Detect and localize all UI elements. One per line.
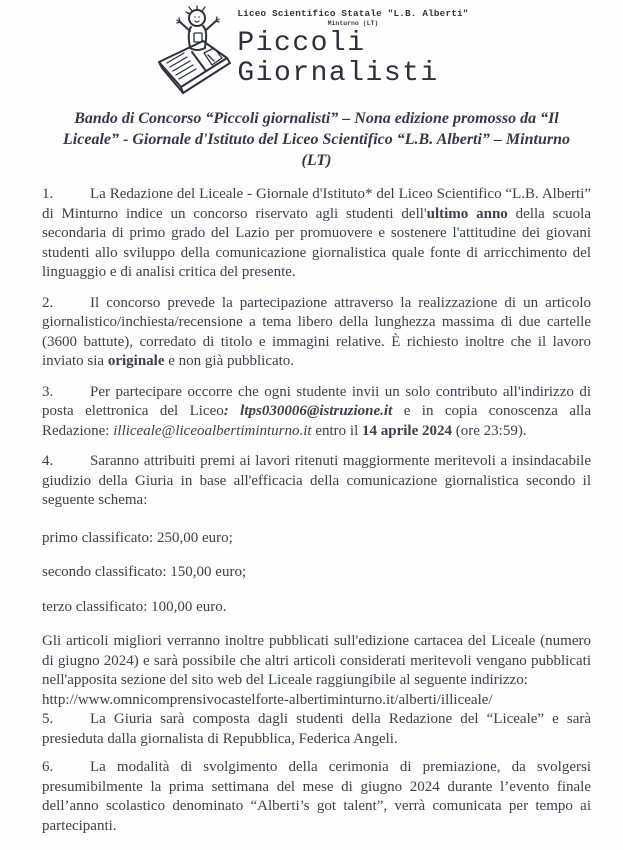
document-body bbox=[0, 171, 623, 836]
document-header bbox=[0, 0, 623, 100]
prize-line-first: primo classificato: 250,00 euro; bbox=[42, 529, 233, 546]
school-email-address: : ltps030006@istruzione.it bbox=[223, 403, 393, 419]
paragraph-3: 3. Per partecipare occorre che ogni studente invii un solo contributo all'indirizzo di posta elettronica del Liceo: ltps030006@istruzione.it e in copia conoscenza alla Redazione: illiceale@liceoalbertiminturno.it entro il 14 aprile 2024 (ore 23:59). bbox=[42, 383, 592, 439]
prize-line-second: secondo classificato: 150,00 euro; bbox=[42, 564, 247, 580]
paragraph-2-text: Il concorso prevede la partecipazione attraverso la realizzazione di un articolo giornalistico/inchiesta/recensione a tema libero della lunghezza massima di due cartelle (3600 battute), corredato di titolo e immagini relative. È richiesto inoltre che il lavoro inviato sia bbox=[42, 294, 591, 369]
prize-line-third: terzo classificato: 100,00 euro. bbox=[42, 598, 227, 615]
deadline-date: 14 aprile 2024 bbox=[362, 422, 452, 439]
school-location: Minturno (LT) bbox=[327, 20, 379, 27]
paragraph-1-number: 1. bbox=[42, 186, 54, 202]
brand-title-line2: Giornalisti bbox=[237, 58, 439, 89]
website-url: http://www.omnicomprensivocastelforte-albertiminturno.it/alberti/illiceale/ bbox=[42, 691, 493, 708]
paragraph-1-text: La Redazione del Liceale - Giornale d'Istituto* del Liceo Scientifico “L.B. Alberti” di Minturno indice un concorso riservato agli studenti dell' bbox=[42, 186, 591, 222]
document-title: Bando di Concorso “Piccoli giornalisti” – Nona edizione promosso da “Il Liceale” - Giornale d'Istituto del Liceo Scientifico “L.B. Alberti” – Minturno (LT) bbox=[63, 110, 570, 169]
brand-block bbox=[237, 5, 468, 89]
paragraph-3-text: Per partecipare occorre che ogni studente invii un solo contributo all'indirizzo di posta elettronica del Liceo bbox=[42, 383, 591, 419]
paragraph-4-text: Saranno attribuiti premi ai lavori ritenuti maggiormente meritevoli a insindacabile giudizio della Giuria in base all'efficacia della comunicazione giornalistica secondo il seguente schema: bbox=[42, 453, 591, 508]
paragraph-6 bbox=[42, 758, 591, 836]
bold-ultimo-anno: ultimo anno bbox=[426, 205, 508, 222]
paragraph-6-text: La modalità di svolgimento della cerimonia di premiazione, da svolgersi presumibilmente la prima settimana del mese di giugno 2024 durante l’evento finale dell’anno scolastico denominato “Alberti’s got talent”, verrà comunicata per tempo ai partecipanti. bbox=[42, 759, 591, 834]
paragraph-3-number: 3. bbox=[42, 383, 54, 400]
paragraph-4 bbox=[42, 452, 591, 511]
paragraph-2-number: 2. bbox=[42, 294, 54, 311]
paragraph-2: 2. Il concorso prevede la partecipazione attraverso la realizzazione di un articolo giornalistico/inchiesta/recensione a tema libero della lunghezza massima di due cartelle (3600 battute), corredato di titolo e immagini relative. È richiesto inoltre che il lavoro inviato sia originale e non già pubblicato. bbox=[42, 294, 591, 369]
child-on-newspaper-icon bbox=[154, 5, 234, 100]
bold-originale: originale bbox=[107, 353, 165, 369]
paragraph-6-number: 6. bbox=[42, 759, 54, 775]
school-name: Liceo Scientifico Statale "L.B. Alberti" bbox=[237, 8, 469, 19]
paragraph-articles: Gli articoli migliori verranno inoltre pubblicati sull'edizione cartacea del Liceale (numero di giugno 2024) e sarà possibile che altri articoli considerati meritevoli vengano pubblicati nell'apposita sezione del sito web del Liceale raggiungibile al seguente indirizzo: bbox=[42, 633, 591, 688]
paragraph-5-number: 5. bbox=[42, 711, 54, 727]
brand-title-line1: Piccoli bbox=[237, 28, 366, 59]
redazione-email-address: illiceale@liceoalbertiminturno.it bbox=[113, 422, 312, 439]
paragraph-5-text: La Giuria sarà composta dagli studenti della Redazione del “Liceale” e sarà presieduta dalla giornalista di Repubblica, Federica Angeli. bbox=[42, 711, 591, 747]
paragraph-4-number: 4. bbox=[42, 453, 54, 469]
paragraph-1: 1. La Redazione del Liceale - Giornale d'Istituto* del Liceo Scientifico “L.B. Alberti” di Minturno indice un concorso riservato agli studenti dell'ultimo anno della scuola secondaria di primo grado del Lazio per promuovere e sostenere l'attitudine dei giovani studenti allo sviluppo della comunicazione giornalistica quale fonte di arricchimento del linguaggio e di analisi critica del presente. bbox=[42, 186, 591, 280]
paragraph-5 bbox=[42, 710, 591, 749]
